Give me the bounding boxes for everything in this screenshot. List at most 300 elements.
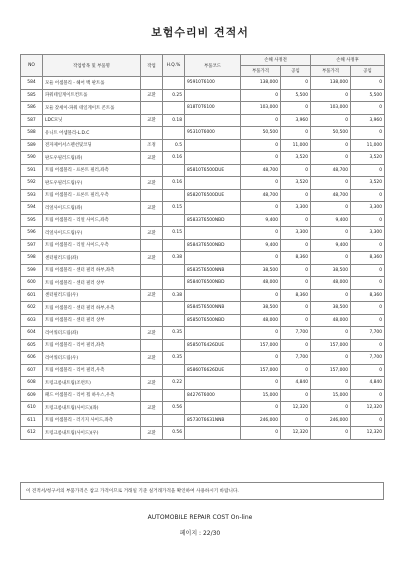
table-row [21, 427, 385, 440]
row-hq [163, 127, 185, 140]
row-work: 교환 [141, 114, 163, 127]
row-before-parts: 0 [241, 252, 281, 265]
row-before-labor: 12,320 [281, 427, 311, 440]
row-item: 리얼사이드드림(좌) [43, 202, 141, 215]
row-after-parts: 0 [311, 427, 351, 440]
row-before-parts: 0 [241, 327, 281, 340]
row-no: 589 [21, 139, 43, 152]
table-row [21, 164, 385, 177]
row-after-labor: 0 [351, 189, 385, 202]
row-work [141, 339, 163, 352]
row-after-parts: 157,000 [311, 339, 351, 352]
table-row [21, 289, 385, 302]
row-after-parts: 103,000 [311, 102, 351, 115]
table-row [21, 389, 385, 402]
row-before-labor: 0 [281, 102, 311, 115]
table-row [21, 414, 385, 427]
row-no: 606 [21, 352, 43, 365]
row-code: 85860T6626DUE [185, 364, 241, 377]
row-item: 트렁크룸내트림(조련트) [43, 377, 141, 390]
row-hq: 0.22 [163, 377, 185, 390]
row-no: 595 [21, 214, 43, 227]
row-before-parts: 0 [241, 227, 281, 240]
row-work [141, 389, 163, 402]
table-row [21, 364, 385, 377]
row-after-parts: 48,000 [311, 277, 351, 290]
row-code: 85850T6426DUE [185, 339, 241, 352]
row-code [185, 252, 241, 265]
row-before-parts: 0 [241, 289, 281, 302]
table-row [21, 264, 385, 277]
row-after-parts: 0 [311, 227, 351, 240]
row-item: 리어쿼터드림(좌) [43, 327, 141, 340]
row-after-labor: 0 [351, 389, 385, 402]
header-before-parts: 부품가격 [241, 66, 281, 77]
row-hq: 0.25 [163, 89, 185, 102]
row-before-parts: 15,000 [241, 389, 281, 402]
header-after-labor: 공임 [351, 66, 385, 77]
row-hq: 0.18 [163, 114, 185, 127]
row-code [185, 152, 241, 165]
row-before-parts: 48,000 [241, 277, 281, 290]
row-after-labor: 0 [351, 339, 385, 352]
table-row [21, 202, 385, 215]
row-no: 585 [21, 89, 43, 102]
row-code [185, 227, 241, 240]
row-item: 트림 어셈블리 - 러기지 사이드,좌측 [43, 414, 141, 427]
row-work: 교환 [141, 427, 163, 440]
row-hq: 0.56 [163, 427, 185, 440]
row-no: 596 [21, 227, 43, 240]
row-before-labor: 0 [281, 314, 311, 327]
row-after-parts: 246,000 [311, 414, 351, 427]
row-after-labor: 0 [351, 214, 385, 227]
row-item: LDC모닛 [43, 114, 141, 127]
row-work: 조정 [141, 139, 163, 152]
row-before-labor: 8,360 [281, 289, 311, 302]
row-code [185, 177, 241, 190]
row-item: 트림 어셈블리 - 리얼 사이드,우측 [43, 239, 141, 252]
row-work: 교환 [141, 152, 163, 165]
header-code: 부품코드 [185, 55, 241, 77]
row-code: 85840T6500NBD [185, 277, 241, 290]
row-work [141, 214, 163, 227]
row-item: 판도우필러드림(우) [43, 177, 141, 190]
row-after-labor: 12,320 [351, 427, 385, 440]
row-before-parts: 48,000 [241, 314, 281, 327]
row-before-parts: 138,000 [241, 77, 281, 90]
row-code: 85845T6500NNB [185, 302, 241, 315]
row-work [141, 77, 163, 90]
row-before-labor: 0 [281, 189, 311, 202]
row-work: 교환 [141, 227, 163, 240]
row-after-labor: 12,320 [351, 402, 385, 415]
table-row [21, 352, 385, 365]
row-after-labor: 3,300 [351, 202, 385, 215]
row-no: 588 [21, 127, 43, 140]
row-code [185, 202, 241, 215]
row-before-parts: 0 [241, 89, 281, 102]
row-code: 85843T6500NBD [185, 239, 241, 252]
table-row [21, 277, 385, 290]
table-row [21, 152, 385, 165]
row-before-labor: 8,360 [281, 252, 311, 265]
row-after-parts: 157,000 [311, 364, 351, 377]
row-before-labor: 3,520 [281, 152, 311, 165]
table-row [21, 189, 385, 202]
row-code [185, 327, 241, 340]
row-item: 판도우필러드림(좌) [43, 152, 141, 165]
row-before-labor: 7,700 [281, 352, 311, 365]
row-before-labor: 11,000 [281, 139, 311, 152]
row-after-labor: 5,500 [351, 89, 385, 102]
row-before-labor: 0 [281, 364, 311, 377]
row-work: 교환 [141, 327, 163, 340]
row-after-parts: 0 [311, 202, 351, 215]
row-hq [163, 277, 185, 290]
row-no: 604 [21, 327, 43, 340]
row-hq [163, 302, 185, 315]
row-after-labor: 0 [351, 302, 385, 315]
row-code: 818T0T6100 [185, 102, 241, 115]
row-after-labor: 0 [351, 414, 385, 427]
row-code: 85820T6500DUE [185, 189, 241, 202]
table-row [21, 227, 385, 240]
table-row [21, 314, 385, 327]
row-before-labor: 0 [281, 264, 311, 277]
row-after-parts: 0 [311, 252, 351, 265]
row-hq: 0.5 [163, 139, 185, 152]
notice-text: 이 견적서/청구서의 부품가격은 참고 가격이므로 거래일 기준 실거래가격을 확인하여 사용하시기 바랍니다. [20, 482, 384, 500]
table-row [21, 302, 385, 315]
row-before-labor: 0 [281, 389, 311, 402]
row-before-parts: 0 [241, 114, 281, 127]
row-after-parts: 0 [311, 177, 351, 190]
row-hq [163, 77, 185, 90]
row-item: 트렁크룸내트림(사이드)(우) [43, 427, 141, 440]
row-no: 591 [21, 164, 43, 177]
row-code [185, 377, 241, 390]
row-before-parts: 48,700 [241, 189, 281, 202]
table-row [21, 77, 385, 90]
row-no: 609 [21, 389, 43, 402]
row-before-labor: 0 [281, 127, 311, 140]
row-hq [163, 414, 185, 427]
row-after-parts: 50,500 [311, 127, 351, 140]
row-after-labor: 3,520 [351, 152, 385, 165]
row-after-labor: 8,360 [351, 252, 385, 265]
row-work [141, 239, 163, 252]
row-hq: 0.35 [163, 352, 185, 365]
header-hq: H.Q.% [163, 55, 185, 77]
row-after-parts: 0 [311, 89, 351, 102]
row-after-parts: 48,700 [311, 164, 351, 177]
row-before-labor: 3,300 [281, 202, 311, 215]
row-work: 교환 [141, 252, 163, 265]
row-item: 유니트 어셈블리-L.D.C [43, 127, 141, 140]
row-before-parts: 103,000 [241, 102, 281, 115]
row-item: 트림 어셈블리 - 센터 필러 상부 [43, 314, 141, 327]
row-no: 612 [21, 427, 43, 440]
table-row [21, 252, 385, 265]
row-item: 트림 어셈블리 - 프론트 필러,좌측 [43, 164, 141, 177]
header-work: 작업 [141, 55, 163, 77]
row-item: 트림 어셈블리 - 리어 필러,좌측 [43, 339, 141, 352]
row-before-labor: 0 [281, 277, 311, 290]
row-before-labor: 0 [281, 302, 311, 315]
row-after-parts: 138,000 [311, 77, 351, 90]
row-after-labor: 4,840 [351, 377, 385, 390]
row-no: 594 [21, 202, 43, 215]
header-no: NO [21, 55, 43, 77]
row-before-parts: 9,400 [241, 214, 281, 227]
row-before-labor: 3,520 [281, 177, 311, 190]
row-work [141, 164, 163, 177]
table-row [21, 177, 385, 190]
estimate-rows [21, 77, 385, 440]
table-row [21, 327, 385, 340]
row-no: 593 [21, 189, 43, 202]
row-hq [163, 264, 185, 277]
row-code: 85833T6500NBD [185, 214, 241, 227]
table-row [21, 402, 385, 415]
row-item: 전자제어서스펜션및코딩 [43, 139, 141, 152]
row-before-parts: 0 [241, 202, 281, 215]
row-before-labor: 0 [281, 214, 311, 227]
row-after-labor: 3,300 [351, 227, 385, 240]
header-before-labor: 공임 [281, 66, 311, 77]
row-before-labor: 4,840 [281, 377, 311, 390]
row-hq: 0.38 [163, 289, 185, 302]
row-before-parts: 0 [241, 177, 281, 190]
row-after-parts: 0 [311, 402, 351, 415]
row-after-parts: 38,500 [311, 264, 351, 277]
row-before-labor: 12,320 [281, 402, 311, 415]
row-code [185, 427, 241, 440]
row-item: 센터필러드림(우) [43, 289, 141, 302]
header-after-parts: 부품가격 [311, 66, 351, 77]
row-work: 교환 [141, 377, 163, 390]
header-after-group: 손해 사정후 [311, 55, 385, 66]
row-after-parts: 0 [311, 377, 351, 390]
row-item: 리얼사이드드림(우) [43, 227, 141, 240]
estimate-table [20, 54, 385, 440]
row-after-labor: 7,700 [351, 327, 385, 340]
row-before-parts: 50,500 [241, 127, 281, 140]
row-before-labor: 7,700 [281, 327, 311, 340]
row-hq [163, 189, 185, 202]
row-before-labor: 0 [281, 164, 311, 177]
table-row [21, 239, 385, 252]
row-code [185, 289, 241, 302]
row-before-parts: 9,400 [241, 239, 281, 252]
row-item: 트림 어셈블리 - 리얼 사이드,좌측 [43, 214, 141, 227]
row-code [185, 352, 241, 365]
row-before-labor: 0 [281, 414, 311, 427]
row-item: 모듈 잦세이-파워 테일게이트 콘트롤 [43, 102, 141, 115]
row-item: 패드 어셈블리 - 리어 휠 하우스,우측 [43, 389, 141, 402]
row-after-labor: 3,960 [351, 114, 385, 127]
row-code: 85850T6500NBD [185, 314, 241, 327]
table-row [21, 214, 385, 227]
row-code: 95910T6100 [185, 77, 241, 90]
row-work: 교환 [141, 202, 163, 215]
row-before-parts: 0 [241, 427, 281, 440]
row-after-parts: 48,000 [311, 314, 351, 327]
row-after-parts: 0 [311, 139, 351, 152]
row-item: 리어쿼터드림(우) [43, 352, 141, 365]
row-before-labor: 5,500 [281, 89, 311, 102]
row-before-parts: 157,000 [241, 364, 281, 377]
row-before-parts: 0 [241, 152, 281, 165]
row-after-parts: 38,500 [311, 302, 351, 315]
header-item: 작업항목 및 부품명 [43, 55, 141, 77]
row-no: 605 [21, 339, 43, 352]
row-after-labor: 0 [351, 77, 385, 90]
row-no: 600 [21, 277, 43, 290]
row-item: 트림 어셈블리 - 리어 필러,우측 [43, 364, 141, 377]
row-before-labor: 0 [281, 239, 311, 252]
row-after-parts: 9,400 [311, 239, 351, 252]
header-before-group: 손해 사정전 [241, 55, 311, 66]
row-work: 교환 [141, 289, 163, 302]
row-after-parts: 0 [311, 152, 351, 165]
row-no: 592 [21, 177, 43, 190]
row-after-labor: 7,700 [351, 352, 385, 365]
row-code [185, 402, 241, 415]
row-work [141, 102, 163, 115]
row-work [141, 414, 163, 427]
row-after-labor: 11,000 [351, 139, 385, 152]
row-no: 602 [21, 302, 43, 315]
table-row [21, 139, 385, 152]
row-hq: 0.16 [163, 152, 185, 165]
row-after-parts: 48,700 [311, 189, 351, 202]
row-before-parts: 0 [241, 377, 281, 390]
row-hq [163, 339, 185, 352]
page-number: 페이지 : 22/30 [179, 530, 221, 537]
row-after-labor: 0 [351, 277, 385, 290]
row-hq: 0.35 [163, 327, 185, 340]
row-item: 트렁크룸내트림(사이드)(좌) [43, 402, 141, 415]
row-hq [163, 314, 185, 327]
row-no: 601 [21, 289, 43, 302]
row-work [141, 302, 163, 315]
row-before-parts: 246,000 [241, 414, 281, 427]
row-after-labor: 0 [351, 127, 385, 140]
table-row [21, 339, 385, 352]
row-after-labor: 0 [351, 314, 385, 327]
row-no: 597 [21, 239, 43, 252]
row-hq: 0.56 [163, 402, 185, 415]
table-row [21, 377, 385, 390]
row-after-parts: 0 [311, 114, 351, 127]
row-hq [163, 364, 185, 377]
row-code: 85835T6500NNB [185, 264, 241, 277]
row-before-parts: 157,000 [241, 339, 281, 352]
row-code: 85810T6500DUE [185, 164, 241, 177]
row-hq [163, 164, 185, 177]
row-hq: 0.16 [163, 177, 185, 190]
row-after-labor: 0 [351, 264, 385, 277]
row-after-parts: 9,400 [311, 214, 351, 227]
row-code: 95310T6000 [185, 127, 241, 140]
row-code [185, 114, 241, 127]
table-row [21, 114, 385, 127]
row-after-labor: 3,520 [351, 177, 385, 190]
row-before-labor: 3,300 [281, 227, 311, 240]
row-hq [163, 102, 185, 115]
row-item: 파워테일게이트컨트롤 [43, 89, 141, 102]
row-work [141, 314, 163, 327]
row-no: 598 [21, 252, 43, 265]
row-after-parts: 0 [311, 289, 351, 302]
row-code [185, 139, 241, 152]
row-no: 603 [21, 314, 43, 327]
row-after-labor: 0 [351, 364, 385, 377]
row-no: 599 [21, 264, 43, 277]
row-before-labor: 3,960 [281, 114, 311, 127]
row-work [141, 364, 163, 377]
row-code: 84276T6000 [185, 389, 241, 402]
row-before-parts: 48,700 [241, 164, 281, 177]
row-before-parts: 0 [241, 139, 281, 152]
row-after-parts: 0 [311, 352, 351, 365]
row-no: 586 [21, 102, 43, 115]
row-hq: 0.38 [163, 252, 185, 265]
row-code [185, 89, 241, 102]
row-no: 608 [21, 377, 43, 390]
row-after-labor: 8,360 [351, 289, 385, 302]
row-no: 610 [21, 402, 43, 415]
row-code: 85730T6631NNB [185, 414, 241, 427]
row-hq [163, 214, 185, 227]
row-after-labor: 0 [351, 102, 385, 115]
row-no: 607 [21, 364, 43, 377]
row-hq: 0.15 [163, 202, 185, 215]
row-work [141, 189, 163, 202]
row-item: 센터필러드림(좌) [43, 252, 141, 265]
row-work: 교환 [141, 177, 163, 190]
row-item: 트림 어셈블리 - 프론트 필러,우측 [43, 189, 141, 202]
table-row [21, 89, 385, 102]
row-before-parts: 0 [241, 402, 281, 415]
row-after-parts: 15,000 [311, 389, 351, 402]
row-hq: 0.15 [163, 227, 185, 240]
row-no: 590 [21, 152, 43, 165]
row-before-labor: 0 [281, 339, 311, 352]
row-no: 587 [21, 114, 43, 127]
page-title: 보험수리비 견적서 [151, 26, 249, 39]
row-hq [163, 389, 185, 402]
row-before-parts: 0 [241, 352, 281, 365]
row-work: 교환 [141, 89, 163, 102]
row-work [141, 277, 163, 290]
row-before-parts: 38,500 [241, 302, 281, 315]
row-work [141, 127, 163, 140]
table-row [21, 127, 385, 140]
row-item: 모듈 어셈블리 - 헤어 백 판트롤 [43, 77, 141, 90]
row-before-parts: 38,500 [241, 264, 281, 277]
row-work: 교환 [141, 352, 163, 365]
table-row [21, 102, 385, 115]
footer-text: AUTOMOBILE REPAIR COST On-line [147, 514, 253, 521]
row-item: 트림 어셈블리 - 센터 필러 하부,우측 [43, 302, 141, 315]
row-item: 트림 어셈블리 - 센터 필러 상부 [43, 277, 141, 290]
row-after-parts: 0 [311, 327, 351, 340]
row-work: 교환 [141, 402, 163, 415]
row-no: 584 [21, 77, 43, 90]
